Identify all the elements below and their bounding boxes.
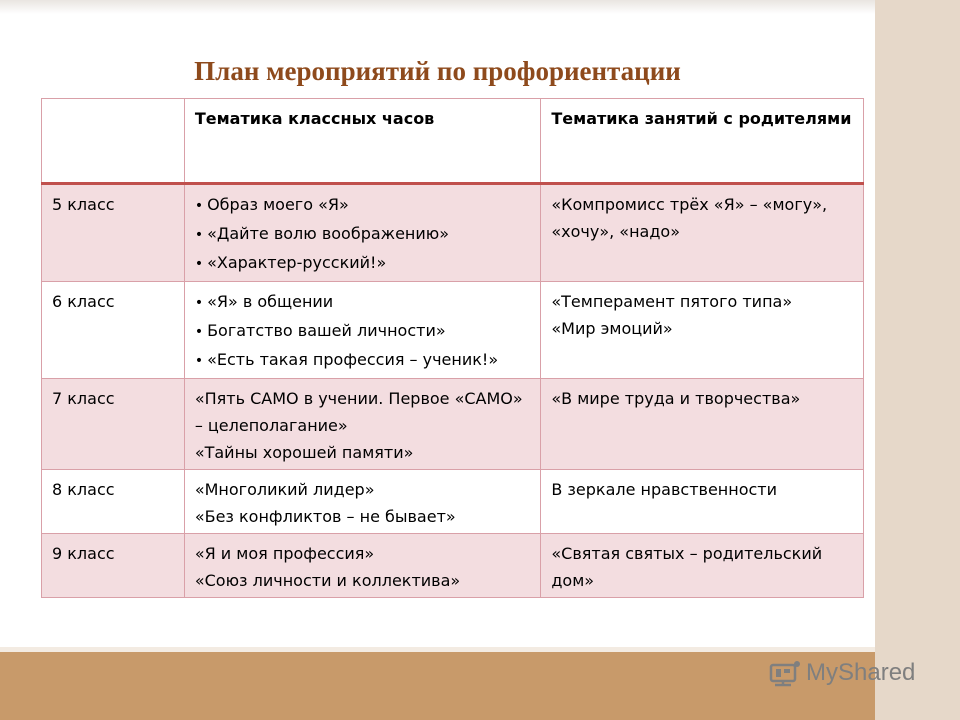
- class-hour-topic: «Многоликий лидер»: [194, 480, 375, 499]
- parent-session-topic: «Компромисс трёх «Я» – «могу», «хочу», «надо»: [551, 195, 828, 241]
- class-hour-topic: «Тайны хорошей памяти»: [194, 443, 414, 462]
- list-item: [195, 288, 533, 317]
- class-hour-topic: «Я и моя профессия»: [194, 544, 375, 563]
- list-item: [195, 249, 533, 278]
- parent-sessions-cell: [541, 379, 864, 470]
- myshared-logo-icon: [768, 658, 802, 688]
- top-gradient: [0, 0, 875, 14]
- logo-text-shared: Shared: [838, 659, 916, 686]
- table-body: [42, 184, 864, 598]
- parent-sessions-cell: [541, 470, 864, 534]
- class-hour-topic: Богатство вашей личности»: [207, 321, 446, 340]
- bullet-icon: •: [194, 324, 204, 340]
- bullet-icon: •: [194, 227, 204, 243]
- list-item: [195, 346, 533, 375]
- parent-sessions-cell: [541, 282, 864, 379]
- class-hour-topic: «Пять САМО в учении. Первое «САМО» – целеполагание»: [194, 389, 523, 435]
- bullet-icon: •: [194, 353, 204, 369]
- class-hours-list: [195, 288, 533, 375]
- logo-text-my: My: [806, 659, 838, 686]
- header-parent-sessions: Тематика занятий с родителями: [541, 99, 864, 184]
- class-hour-topic: «Без конфликтов – не бывает»: [194, 507, 456, 526]
- header-grade: [42, 99, 185, 184]
- class-hour-topic: Образ моего «Я»: [207, 195, 349, 214]
- class-hour-topic: «Есть такая профессия – ученик!»: [207, 350, 499, 369]
- career-plan-table: [41, 98, 864, 598]
- grade-cell: 9 класс: [42, 534, 185, 598]
- parent-sessions-cell: [541, 534, 864, 598]
- class-hours-cell: [184, 184, 541, 282]
- class-hour-topic: «Я» в общении: [207, 292, 334, 311]
- bullet-icon: •: [194, 198, 204, 214]
- class-hour-topic: «Союз личности и коллектива»: [194, 571, 461, 590]
- bullet-icon: •: [194, 256, 204, 272]
- parent-session-topic: В зеркале нравственности: [551, 480, 778, 499]
- list-item: [195, 191, 533, 220]
- table-row: [42, 282, 864, 379]
- right-decor-strip: [875, 0, 960, 720]
- class-hours-cell: [184, 282, 541, 379]
- class-hours-cell: [184, 470, 541, 534]
- grade-cell: 8 класс: [42, 470, 185, 534]
- parent-sessions-cell: [541, 184, 864, 282]
- class-hour-topic: «Дайте волю воображению»: [207, 224, 450, 243]
- class-hour-topic: «Характер-русский!»: [207, 253, 387, 272]
- class-hours-list: [195, 191, 533, 278]
- grade-cell: 5 класс: [42, 184, 185, 282]
- table-row: [42, 379, 864, 470]
- table-row: [42, 184, 864, 282]
- grade-cell: 6 класс: [42, 282, 185, 379]
- class-hours-cell: [184, 379, 541, 470]
- table-header-row: [42, 99, 864, 184]
- list-item: [195, 317, 533, 346]
- parent-session-topic: «В мире труда и творчества»: [551, 389, 801, 408]
- bottom-decor-band: [0, 652, 875, 720]
- bullet-icon: •: [194, 295, 204, 311]
- myshared-logo: [768, 655, 915, 691]
- list-item: [195, 220, 533, 249]
- table-row: [42, 534, 864, 598]
- parent-session-topic: «Святая святых – родительский дом»: [551, 544, 823, 590]
- parent-session-topic: «Мир эмоций»: [551, 319, 673, 338]
- class-hours-cell: [184, 534, 541, 598]
- parent-session-topic: «Темперамент пятого типа»: [551, 292, 793, 311]
- slide-title: План мероприятий по профориентации: [194, 56, 681, 86]
- header-class-hours: Тематика классных часов: [184, 99, 541, 184]
- grade-cell: 7 класс: [42, 379, 185, 470]
- table-row: [42, 470, 864, 534]
